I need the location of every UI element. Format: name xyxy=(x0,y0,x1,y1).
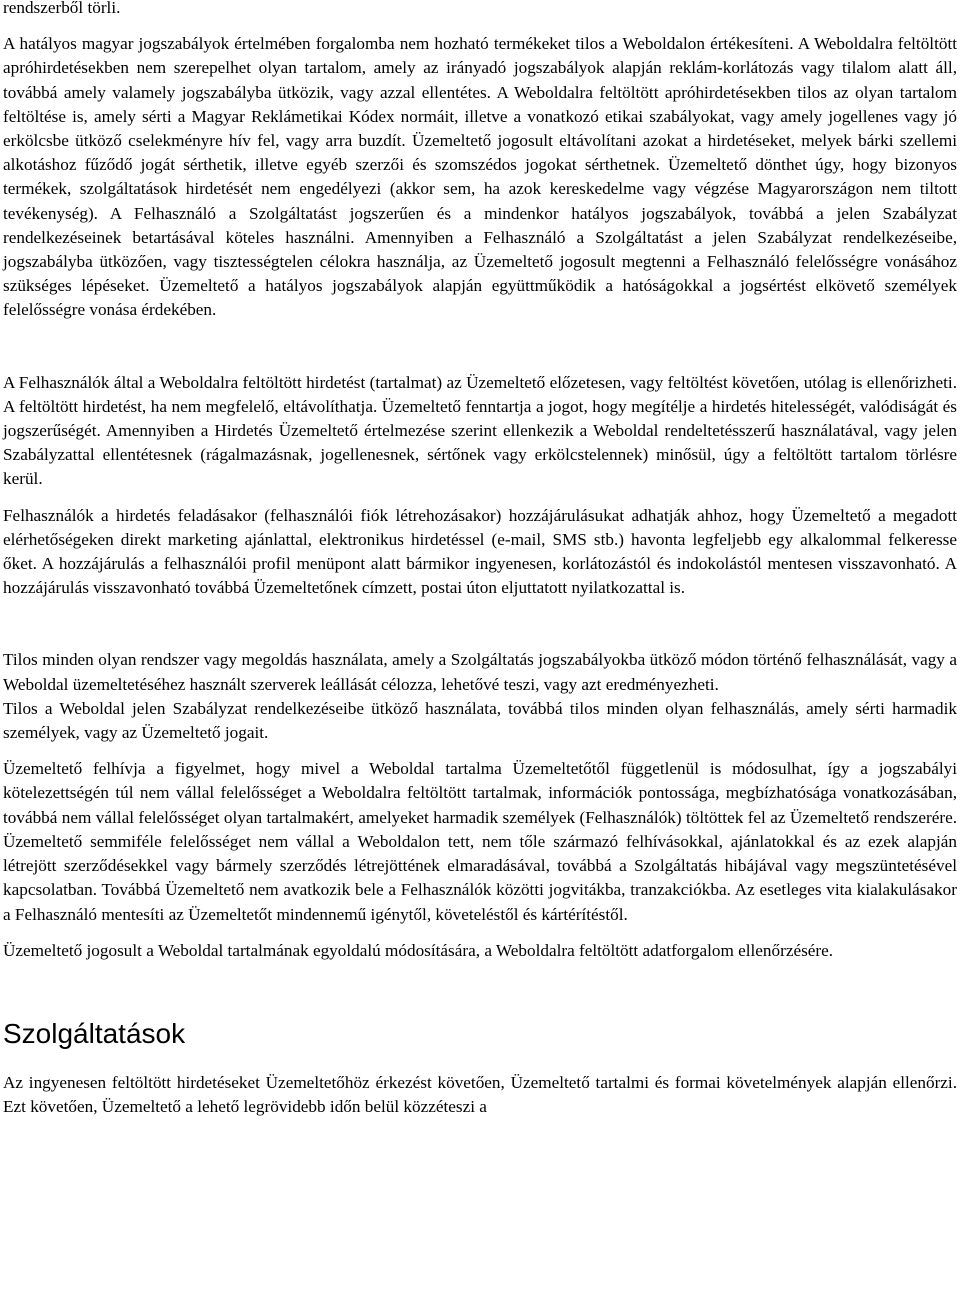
section-heading-services: Szolgáltatások xyxy=(3,1017,186,1049)
paragraph-prohibited-systems: Tilos minden olyan rendszer vagy megoldás használata, amely a Szolgáltatás jogszabályokba ütköző módon történő felhasználását, vagy a Weboldal üzemeltetéséhez használt szerverek leállását célozza, lehetővé teszi, vagy azt eredményezheti. xyxy=(3,650,957,694)
intro-line: rendszerből törli. xyxy=(3,0,121,17)
paragraph-prohibited-usage: Tilos a Weboldal jelen Szabályzat rendelkezéseibe ütköző használata, továbbá tilos minden olyan felhasználás, amely sérti harmadik személyek, vagy az Üzemeltető jogait. xyxy=(3,698,957,743)
paragraph-modification-rights: Üzemeltető jogosult a Weboldal tartalmának egyoldalú módosítására, a Weboldalra feltöltött adatforgalom ellenőrzésére. xyxy=(3,940,834,960)
paragraph-prohibited-products: A hatályos magyar jogszabályok értelmében forgalomba nem hozható termékeket tilos a Weboldalon értékesíteni. A Weboldalra feltöltött apróhirdetésekben nem szerepelhet olyan tartalom, amely az irányadó jogszabályok alapján reklám-korlátozás vagy tilalom alatt áll, továbbá amely valamely jogszabályba ütközik, vagy azzal ellentétes. A Weboldalra feltöltött apróhirdetésekben tilos az olyan tartalom feltöltése is, amely sérti a Magyar Reklámetikai Kódex normáit, illetve a vonatkozó etikai szabályokat, vagy amely jogellenes vagy jó erkölcsbe ütköző cselekményre hív fel, vagy arra buzdít. Üzemeltető jogosult eltávolítani azokat a hirdetéseket, melyek bárki szellemi alkotáshoz fűződő jogát sérthetik, illetve egyéb szerzői és szomszédos jogokat sérthetnek. Üzemeltető dönthet úgy, hogy bizonyos termékek, szolgáltatások hirdetését nem engedélyezi (akkor sem, ha azok kereskedelme vagy végzése Magyarországon nem tiltott tevékenység). A Felhasználó a Szolgáltatást jogszerűen és a mindenkor hatályos jogszabályok, továbbá a jelen Szabályzat rendelkezéseinek betartásával köteles használni. Amennyiben a Felhasználó a Szolgáltatást a jelen Szabályzat rendelkezéseibe, jogszabályba ütközően, vagy tisztességtelen célokra használja, az Üzemeltető jogosult megtenni a Felhasználó felelősségre vonásához szükséges lépéseket. Üzemeltető a hatályos jogszabályok alapján együttműködik a hatóságokkal a jogsértést elkövető személyek felelősségre vonása érdekében. xyxy=(3,34,957,320)
paragraph-content-review: A Felhasználók által a Weboldalra feltöltött hirdetést (tartalmat) az Üzemeltető előzetesen, vagy feltöltést követően, utólag is ellenőrizheti. A feltöltött hirdetést, ha nem megfelelő, eltávolíthatja. Üzemeltető fenntartja a jogot, hogy megítélje a hirdetés hitelességét, valódiságát és jogszerűségét. Amennyiben a Hirdetés Üzemeltető értelmezése szerint ellenkezik a Weboldal rendeltetésszerű használatával, vagy jelen Szabályzattal ellentétesnek (rágalmazásnak, jogellenesnek, sértőnek vagy erkölcstelennek) minősül, úgy a feltöltött tartalom törlésre kerül. xyxy=(3,372,957,489)
paragraph-services: Az ingyenesen feltöltött hirdetéseket Üzemeltetőhöz érkezést követően, Üzemeltető tartalmi és formai követelmények alapján ellenőrzi. Ezt követően, Üzemeltető a lehető legrövidebb időn belül közzéteszi a xyxy=(3,1072,957,1117)
paragraph-marketing-consent: Felhasználók a hirdetés feladásakor (felhasználói fiók létrehozásakor) hozzájárulásukat adhatják ahhoz, hogy Üzemeltető a megadott elérhetőségeken direkt marketing ajánlattal, elektronikus hirdetéssel (e-mail, SMS stb.) havonta legfeljebb egy alkalommal felkeresse őket. A hozzájárulás a felhasználói profil menüpont alatt bármikor ingyenesen, korlátozástól és indokolástól mentesen visszavonható. A hozzájárulás visszavonható továbbá Üzemeltetőnek címzett, postai úton eljuttatott nyilatkozattal is. xyxy=(3,505,957,598)
paragraph-liability: Üzemeltető felhívja a figyelmet, hogy mivel a Weboldal tartalma Üzemeltetőtől függetlenül is módosulhat, így a jogszabályi kötelezettségén túl nem vállal felelősséget a Weboldalra feltöltött tartalmak, információk pontossága, megbízhatósága vonatkozásában, továbbá nem vállal felelősséget olyan tartalmakért, amelyeket harmadik személyek (Felhasználók) töltöttek fel az Üzemeltető rendszerére. Üzemeltető semmiféle felelősséget nem vállal a Weboldalon tett, nem tőle származó felhívásokkal, ajánlatokkal és az ezek alapján létrejött szerződésekkel vagy bármely szerződés létrejöttének elmaradásával, továbbá a Szolgáltatás hibájával vagy megszüntetésével kapcsolatban. Továbbá Üzemeltető nem avatkozik bele a Felhasználók közötti jogvitákba, tranzakciókba. Az esetleges vita kialakulásakor a Felhasználó mentesíti az Üzemeltetőt mindennemű igénytől, követeléstől és kártérítéstől. xyxy=(3,759,957,924)
